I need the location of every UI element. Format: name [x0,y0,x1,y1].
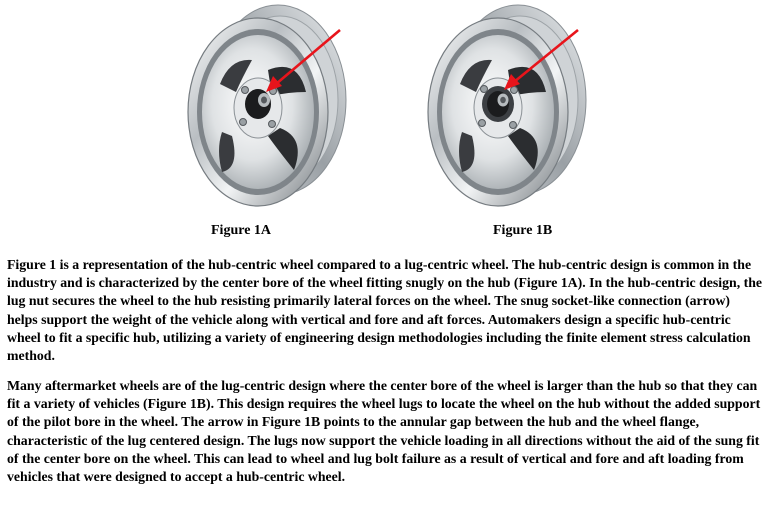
lug-centric-wheel-illustration [400,0,600,215]
hub-centric-wheel-illustration [160,0,360,215]
figure-1b-wheel-image [400,0,600,215]
figure-1a-wheel-image [160,0,360,215]
figure-1a-caption: Figure 1A [211,223,272,238]
paragraph-lug-centric: Many aftermarket wheels are of the lug-centric design where the center bore of the wheel is larger than the hub so that they can fit a variety of vehicles (Figure 1B). This design requires the wheel lugs to locate the wheel on the hub without the added support of the pilot bore in the wheel. The arrow in Figure 1B points to the annular gap between the hub and the wheel flange, characteristic of the lug centered design. The lugs now support the vehicle loading in all directions without the aid of the sung fit of the center bore on the wheel. This can lead to wheel and lug bolt failure as a result of vertical and fore and aft loading from vehicles that were designed to accept a hub-centric wheel. [7,378,761,485]
paragraph-hub-centric: Figure 1 is a representation of the hub-centric wheel compared to a lug-centric wheel. The hub-centric design is common in the industry and is characterized by the center bore of the wheel fitting snugly on the hub (Figure 1A). In the hub-centric design, the lug nut secures the wheel to the hub resisting primarily lateral forces on the wheel. The snug socket-like connection (arrow) helps support the weight of the vehicle along with vertical and fore and aft forces. Automakers design a specific hub-centric wheel to fit a specific hub, utilizing a variety of engineering design methodologies including the finite element stress calculation method. [7,257,762,364]
figure-1b-caption: Figure 1B [493,223,553,238]
